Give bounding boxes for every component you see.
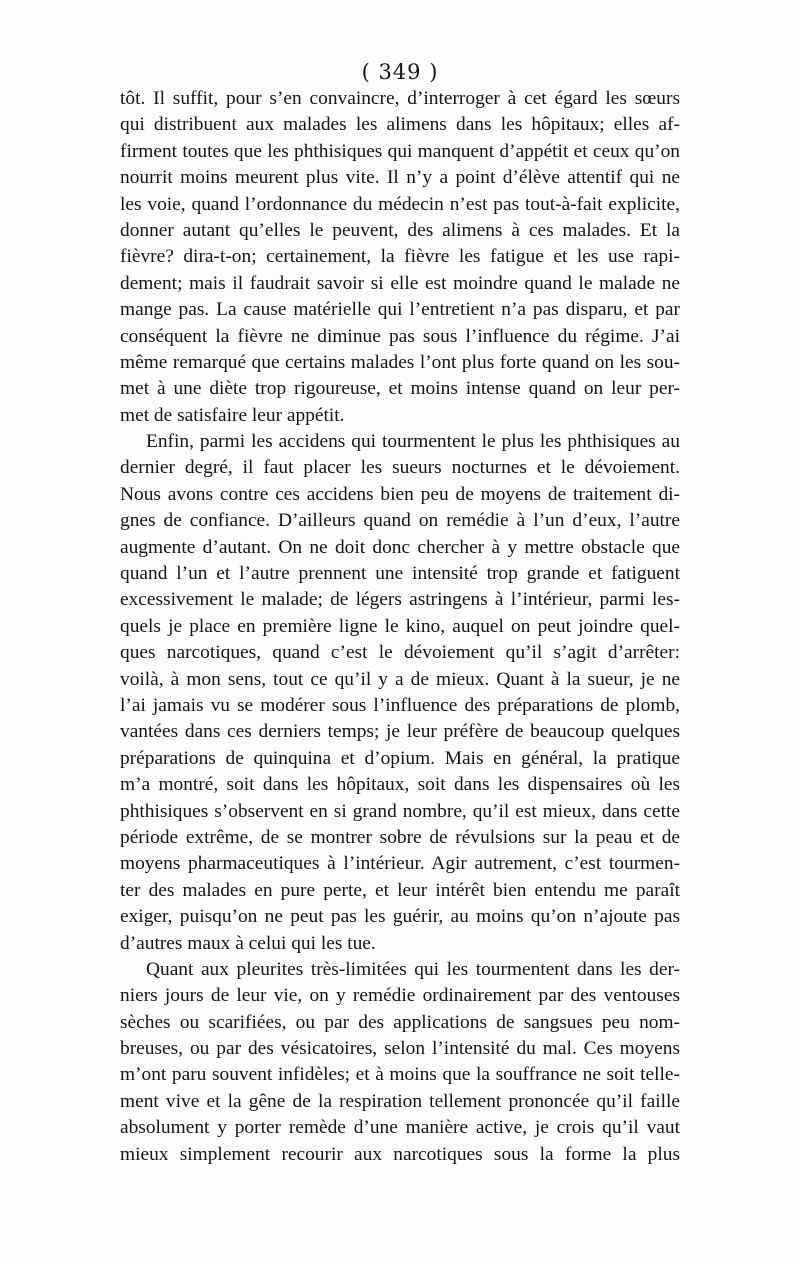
text-line: d’autres maux à celui qui les tue. <box>120 932 376 954</box>
text-line: ment vive et la gêne de la respiration tellement prononcée qu’il faille <box>120 1090 680 1112</box>
text-line: met de satisfaire leur appétit. <box>120 404 345 426</box>
text-line: quand l’un et l’autre prennent une intensité trop grande et fatiguent <box>120 563 680 585</box>
text-line: phthisiques s’observent en si grand nombre, qu’il est mieux, dans cette <box>120 800 680 822</box>
text-line: exiger, puisqu’on ne peut pas les guérir, au moins qu’on n’ajoute pas <box>120 906 680 928</box>
text-line: m’a montré, soit dans les hôpitaux, soit dans les dispensaires où les <box>120 774 680 796</box>
text-line: mange pas. La cause matérielle qui l’entretient n’a pas disparu, et par <box>120 299 680 321</box>
text-line: donner autant qu’elles le peuvent, des alimens à ces malades. Et la <box>120 219 680 241</box>
text-line: Nous avons contre ces accidens bien peu de moyens de traitement di- <box>120 483 680 505</box>
text-line: dement; mais il faudrait savoir si elle est moindre quand le malade ne <box>120 272 680 294</box>
text-line: augmente d’autant. On ne doit donc chercher à y mettre obstacle que <box>120 536 680 558</box>
text-line: période extrême, de se montrer sobre de révulsions sur la peau et de <box>120 826 680 848</box>
text-line: voilà, à mon sens, tout ce qu’il y a de mieux. Quant à la sueur, je ne <box>120 668 680 690</box>
text-line: ter des malades en pure perte, et leur intérêt bien entendu me paraît <box>120 879 680 901</box>
text-line: breuses, ou par des vésicatoires, selon l’intensité du mal. Ces moyens <box>120 1038 680 1060</box>
text-line: les voie, quand l’ordonnance du médecin n’est pas tout-à-fait explicite, <box>120 193 680 215</box>
text-line: gnes de confiance. D’ailleurs quand on remédie à l’un d’eux, l’autre <box>120 510 680 532</box>
text-line: Enfin, parmi les accidens qui tourmentent le plus les phthisiques au <box>146 431 680 453</box>
text-line: nourrit moins meurent plus vite. Il n’y a point d’élève attentif qui ne <box>120 167 680 189</box>
page-number: ( 349 ) <box>361 60 439 84</box>
text-line: qui distribuent aux malades les alimens dans les hôpitaux; elles af- <box>120 114 680 136</box>
text-line: tôt. Il suffit, pour s’en convaincre, d’interroger à cet égard les sœurs <box>120 88 680 109</box>
text-line: l’ai jamais vu se modérer sous l’influence des préparations de plomb, <box>120 694 680 716</box>
text-line: fièvre? dira-t-on; certainement, la fièvre les fatigue et les use rapi- <box>120 246 680 268</box>
body-text <box>120 86 680 1168</box>
text-line: met à une diète trop rigoureuse, et moins intense quand on leur per- <box>120 378 680 400</box>
paragraph-2 <box>120 429 680 957</box>
text-line: excessivement le malade; de légers astringens à l’intérieur, parmi les- <box>120 589 680 611</box>
text-line: dernier degré, il faut placer les sueurs nocturnes et le dévoiement. <box>120 457 680 479</box>
text-line: vantées dans ces derniers temps; je leur préfère de beaucoup quelques <box>120 721 680 743</box>
text-line: même remarqué que certains malades l’ont plus forte quand on les sou- <box>120 351 680 373</box>
paragraph-1 <box>120 86 680 429</box>
text-line: moyens pharmaceutiques à l’intérieur. Agir autrement, c’est tourmen- <box>120 853 680 875</box>
text-line: Quant aux pleurites très-limitées qui les tourmentent dans les der- <box>146 958 680 980</box>
text-line: ques narcotiques, quand c’est le dévoiement qu’il s’agit d’arrêter: <box>120 642 680 664</box>
text-line: conséquent la fièvre ne diminue pas sous l’influence du régime. J’ai <box>120 325 680 347</box>
text-line: m’ont paru souvent infidèles; et à moins que la souffrance ne soit telle- <box>120 1064 680 1086</box>
text-line: mieux simplement recourir aux narcotiques sous la forme la plus <box>120 1143 680 1165</box>
text-line: sèches ou scarifiées, ou par des applications de sangsues peu nom- <box>120 1011 680 1033</box>
text-line: préparations de quinquina et d’opium. Mais en général, la pratique <box>120 747 680 769</box>
text-line: quels je place en première ligne le kino, auquel on peut joindre quel- <box>120 615 680 637</box>
text-line: niers jours de leur vie, on y remédie ordinairement par des ventouses <box>120 985 680 1007</box>
text-line: firment toutes que les phthisiques qui manquent d’appétit et ceux qu’on <box>120 140 680 162</box>
paragraph-3 <box>120 957 680 1168</box>
text-line: absolument y porter remède d’une manière active, je crois qu’il vaut <box>120 1117 680 1139</box>
